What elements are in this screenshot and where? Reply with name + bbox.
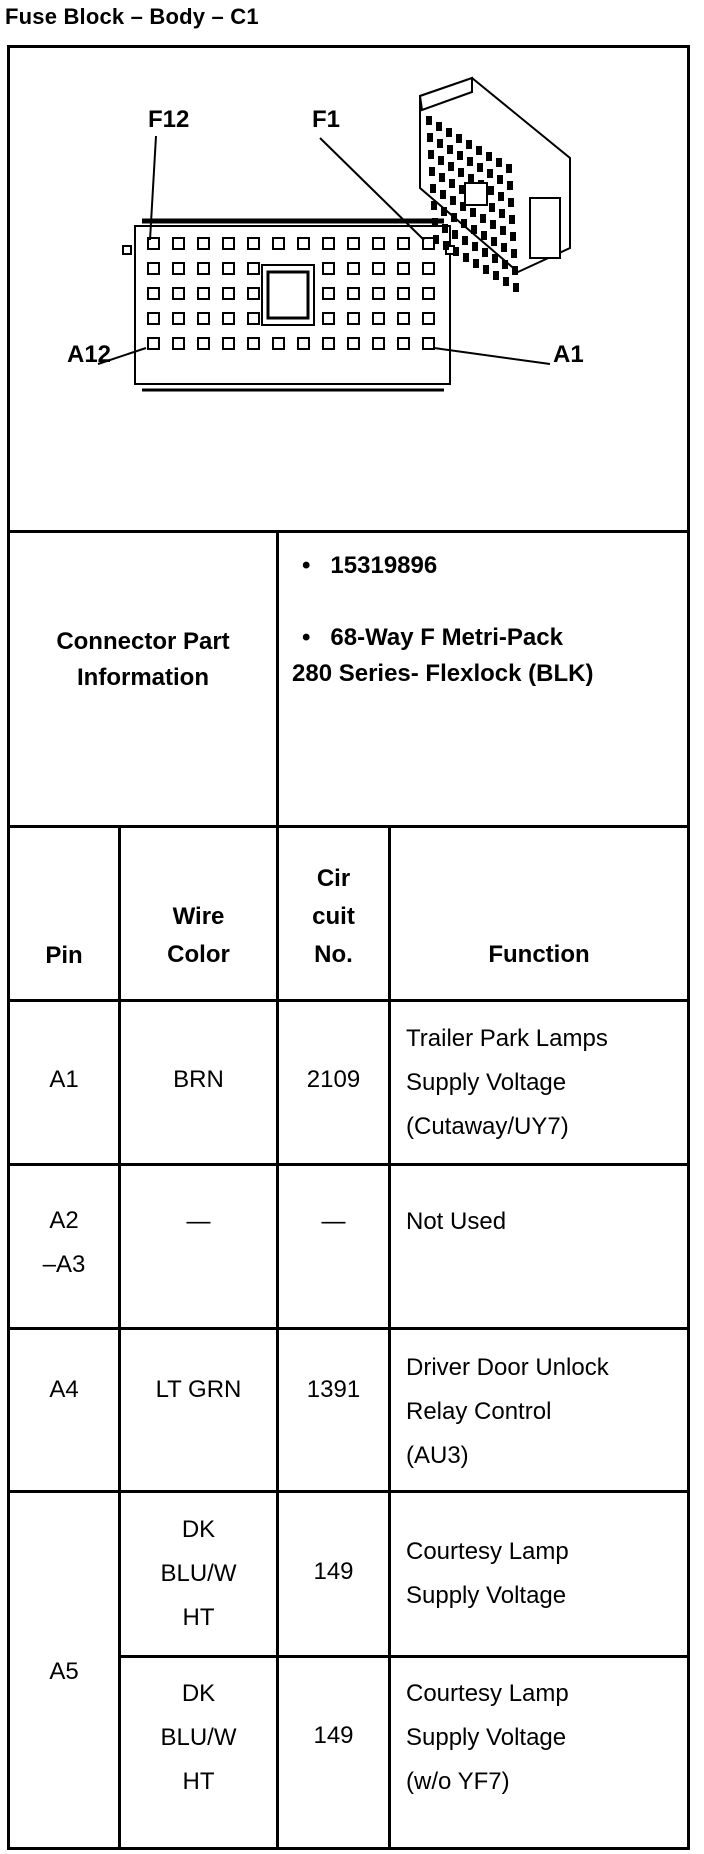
iso-cavity [497,175,503,184]
iso-cavity [501,243,507,252]
pin-cavity [423,338,434,349]
iso-cavity [511,249,517,258]
row-divider [10,1490,687,1493]
iso-cavity [503,277,509,286]
row-a4-wire: LT GRN [155,1376,242,1403]
part-number-line: • 15319896 [302,552,438,579]
pin-cavity [198,263,209,274]
iso-cavity [467,157,473,166]
col-divider [388,825,391,1847]
iso-cavity [486,152,492,161]
pin-cavity [148,288,159,299]
iso-cavity [430,184,436,193]
iso-cavity [457,151,463,160]
pin-cavity [348,288,359,299]
pin-cavity [323,263,334,274]
iso-cavity [452,230,458,239]
iso-cavity [436,122,442,131]
row-a5-sub1-circuit: 149 [313,1558,354,1585]
label-f1: F1 [312,106,341,133]
pin-cavity [373,263,384,274]
iso-cavity [513,283,519,292]
iso-cavity [512,266,518,275]
pin-cavity [248,338,259,349]
row-a1-pin: A1 [49,1066,79,1093]
iso-cavity [489,203,495,212]
leader-f1 [320,138,424,240]
label-a12: A12 [67,341,112,368]
pin-cavity [323,338,334,349]
iso-cavity [493,271,499,280]
pin-cavity [173,238,184,249]
leader-a1 [434,348,550,364]
iso-cavity [476,146,482,155]
iso-cavity [451,213,457,222]
row-a5-sub2-circuit: 149 [313,1722,354,1749]
row-a1-circuit: 2109 [306,1066,361,1093]
pin-cavity [323,238,334,249]
row-a4-pin: A4 [49,1376,79,1403]
pin-cavity [348,338,359,349]
iso-cavity [510,232,516,241]
iso-cavity [498,192,504,201]
iso-cavity [442,224,448,233]
iso-cavity [432,218,438,227]
iso-cavity [483,265,489,274]
iso-cavity [481,231,487,240]
pin-cavity [298,238,309,249]
pin-cavity [373,288,384,299]
pin-cavity [323,288,334,299]
iso-cavity [472,242,478,251]
pin-cavity [173,288,184,299]
row-a5-sub1-wire: DK BLU/W HT [160,1516,237,1631]
col-divider [276,530,279,828]
pin-cavity [423,238,434,249]
label-a1: A1 [553,341,584,368]
pin-cavity [373,238,384,249]
iso-cavity [468,174,474,183]
row-divider [10,999,687,1002]
connector-info-value: • 15319896 • 68-Way F Metri-Pack 280 Series- Flexlock (BLK) [292,548,682,692]
connector-info-label: Connector Part Information [56,628,230,691]
iso-cavity [439,173,445,182]
header-function: Function [488,941,590,968]
pin-cavity [423,288,434,299]
pin-cavity [348,263,359,274]
iso-cavity [463,253,469,262]
pin-cavity [223,288,234,299]
pin-cavity [173,338,184,349]
iso-cavity [433,235,439,244]
latch-left [123,246,131,254]
pin-cavity [398,263,409,274]
part-number: 15319896 [330,552,438,579]
iso-cavity [449,179,455,188]
center-key-inner [268,272,308,318]
row-divider [10,1327,687,1330]
iso-cavity [426,116,432,125]
row-a5-pin: A5 [49,1658,79,1685]
iso-cavity [456,134,462,143]
leader-f12 [150,136,156,240]
connector-table [7,45,690,1850]
iso-cavity [429,167,435,176]
pin-cavity [148,338,159,349]
pin-cavity [223,313,234,324]
pin-cavity [398,338,409,349]
iso-cavity [462,236,468,245]
row-a2-a3-function: Not Used [406,1208,507,1235]
pin-cavity [398,313,409,324]
iso-cavity [461,219,467,228]
pin-cavity [148,313,159,324]
iso-key [465,183,487,205]
row-a1-wire: BRN [173,1066,224,1093]
iso-cavity [428,150,434,159]
iso-cavity [507,181,513,190]
pin-cavity [223,238,234,249]
iso-cavity [441,207,447,216]
iso-cavity [443,241,449,250]
col-divider [276,825,279,1847]
row-a1-function: Trailer Park Lamps Supply Voltage (Cutaway/UY7) [406,1025,608,1140]
pin-cavity [223,263,234,274]
row-a2-a3-circuit: — [321,1208,346,1235]
row-divider [118,1655,687,1658]
pin-cavity [373,313,384,324]
iso-cavity [477,163,483,172]
iso-cavity [496,158,502,167]
pin-cavity [423,313,434,324]
pin-cavity [198,288,209,299]
pin-cavity [273,338,284,349]
iso-cavity [490,220,496,229]
pin-cavity [173,263,184,274]
description-line: • 68-Way F Metri-Pack [302,624,563,651]
pin-cavity [248,238,259,249]
row-a5-sub1-function: Courtesy Lamp Supply Voltage [406,1538,569,1609]
iso-cavity [466,140,472,149]
pin-cavity [373,338,384,349]
iso-cavity [450,196,456,205]
iso-cavity [506,164,512,173]
pin-cavity [298,338,309,349]
iso-cavity [499,209,505,218]
connector-diagram [10,48,687,530]
pin-cavity [348,238,359,249]
iso-cavity [458,168,464,177]
pin-cavity [223,338,234,349]
iso-cavity [509,215,515,224]
iso-cavity [491,237,497,246]
iso-cavity [440,190,446,199]
row-a5-sub2-wire: DK BLU/W HT [160,1680,237,1795]
iso-cavity [480,214,486,223]
pin-cavity [248,263,259,274]
header-circuit-no: Cir cuit No. [312,865,355,968]
pin-cavity [398,288,409,299]
iso-cavity [447,145,453,154]
label-f12: F12 [148,106,190,133]
row-a2-a3-wire: — [186,1208,211,1235]
iso-cavity [508,198,514,207]
iso-cavity [427,133,433,142]
pin-cavity [348,313,359,324]
pin-cavity [423,263,434,274]
pin-cavity [323,313,334,324]
iso-cavity [502,260,508,269]
pin-cavity [148,263,159,274]
iso-cavity [487,169,493,178]
pin-cavity [198,338,209,349]
pin-cavity [173,313,184,324]
iso-cavity [438,156,444,165]
iso-cavity [448,162,454,171]
iso-cavity [431,201,437,210]
iso-cavity [500,226,506,235]
iso-cavity [453,247,459,256]
row-divider [10,825,687,828]
pin-cavity [248,313,259,324]
row-a5-sub2-function: Courtesy Lamp Supply Voltage (w/o YF7) [406,1680,569,1795]
row-a2-a3-pin: A2 –A3 [42,1207,86,1278]
iso-cavity [473,259,479,268]
row-divider [10,1163,687,1166]
row-a4-function: Driver Door Unlock Relay Control (AU3) [406,1354,609,1469]
iso-cavity [488,186,494,195]
iso-cavity [470,208,476,217]
iso-latch [530,198,560,258]
header-pin: Pin [45,942,83,969]
row-divider [10,530,687,533]
iso-cavity [471,225,477,234]
iso-cavity [446,128,452,137]
iso-cavity [492,254,498,263]
row-a4-circuit: 1391 [306,1376,361,1403]
pin-cavity [198,238,209,249]
header-wire-color: Wire Color [167,903,230,968]
pin-cavity [273,238,284,249]
pin-cavity [398,238,409,249]
iso-cavity [482,248,488,257]
pin-cavity [248,288,259,299]
document-title: Fuse Block – Body – C1 [5,4,259,29]
iso-cavity [437,139,443,148]
pin-cavity [198,313,209,324]
